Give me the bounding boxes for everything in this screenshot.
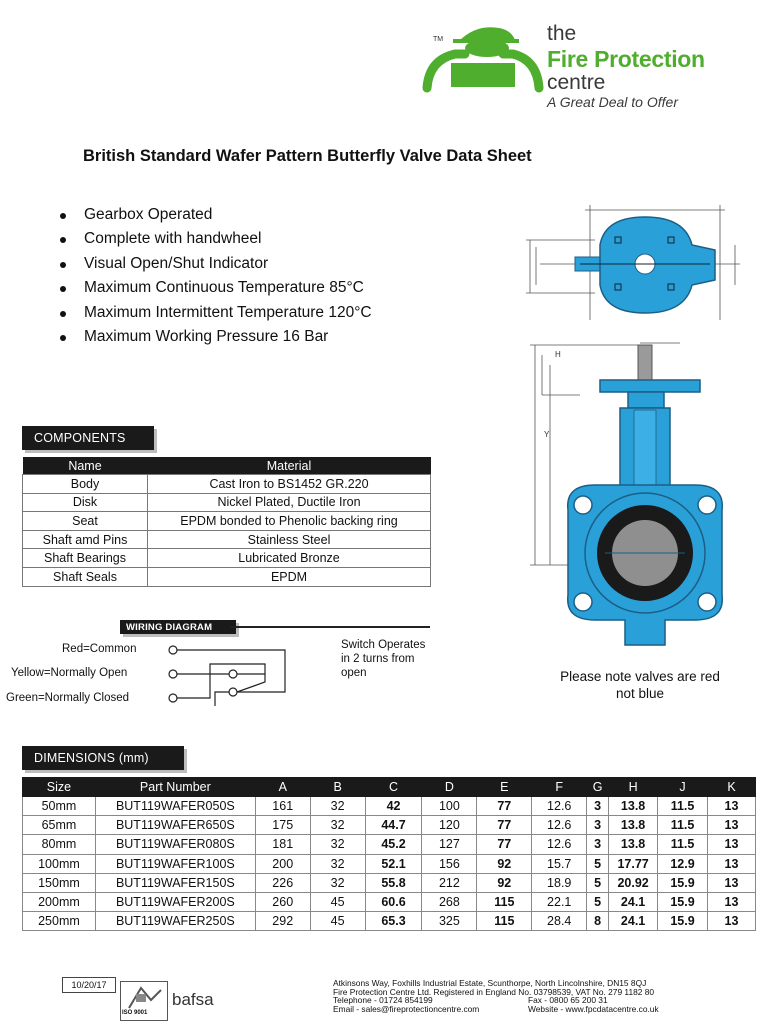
dimension-cell: 77 — [477, 835, 532, 854]
dimension-cell: 13.8 — [609, 835, 658, 854]
feature-item — [60, 227, 372, 251]
feature-text: Visual Open/Shut Indicator — [84, 254, 269, 272]
email-link[interactable]: Email - sales@fireprotectioncentre.com — [333, 1004, 480, 1015]
dimension-cell: 212 — [422, 873, 477, 892]
dimension-cell: BUT119WAFER250S — [95, 912, 255, 931]
dimension-cell: 24.1 — [609, 912, 658, 931]
dimension-cell: 181 — [255, 835, 310, 854]
dimension-cell: 100 — [422, 797, 477, 816]
company-contact-block — [333, 979, 659, 1014]
feature-item — [60, 276, 372, 300]
table-row — [23, 873, 756, 892]
table-row — [23, 475, 431, 494]
component-name: Shaft Bearings — [23, 549, 148, 568]
column-header: C — [365, 778, 422, 797]
dimension-cell: 32 — [310, 797, 365, 816]
dim-label-h: H — [555, 350, 561, 359]
column-header: G — [587, 778, 609, 797]
dimension-cell: 18.9 — [532, 873, 587, 892]
column-header: A — [255, 778, 310, 797]
table-row — [23, 493, 431, 512]
feature-text: Maximum Intermittent Temperature 120°C — [84, 303, 372, 321]
dimension-cell: 127 — [422, 835, 477, 854]
dimension-cell: 5 — [587, 854, 609, 873]
dimension-cell: 161 — [255, 797, 310, 816]
component-material: Cast Iron to BS1452 GR.220 — [148, 475, 431, 494]
dimension-cell: 44.7 — [365, 816, 422, 835]
component-material: Lubricated Bronze — [148, 549, 431, 568]
dimension-cell: 65mm — [23, 816, 96, 835]
column-header: Part Number — [95, 778, 255, 797]
table-row — [23, 892, 756, 911]
company-logo — [415, 18, 755, 113]
dimension-cell: 175 — [255, 816, 310, 835]
feature-text: Gearbox Operated — [84, 206, 213, 223]
column-header: F — [532, 778, 587, 797]
feature-item — [60, 203, 372, 227]
table-row — [23, 797, 756, 816]
dimension-cell: 13 — [708, 873, 756, 892]
logo-text-fire-protection: Fire Protection — [547, 46, 705, 72]
dimension-cell: 28.4 — [532, 912, 587, 931]
dimension-cell: 5 — [587, 873, 609, 892]
dimension-cell: BUT119WAFER200S — [95, 892, 255, 911]
component-name: Body — [23, 475, 148, 494]
table-row — [23, 512, 431, 531]
dimension-cell: 45 — [310, 892, 365, 911]
dimension-cell: 11.5 — [658, 835, 708, 854]
dimension-cell: 24.1 — [609, 892, 658, 911]
logo-figure-icon — [415, 18, 545, 93]
component-name: Shaft Seals — [23, 567, 148, 586]
dimension-cell: 60.6 — [365, 892, 422, 911]
bullet-icon — [60, 213, 66, 219]
dimension-cell: 12.6 — [532, 835, 587, 854]
dimensions-table — [22, 777, 756, 931]
bullet-icon — [60, 335, 66, 341]
column-header: B — [310, 778, 365, 797]
dimension-cell: BUT119WAFER050S — [95, 797, 255, 816]
dimension-cell: BUT119WAFER100S — [95, 854, 255, 873]
table-row — [23, 816, 756, 835]
dimension-cell: 65.3 — [365, 912, 422, 931]
feature-text: Maximum Continuous Temperature 85°C — [84, 279, 364, 297]
wire-label-normally-closed: Green=Normally Closed — [6, 692, 130, 704]
dimension-cell: 226 — [255, 873, 310, 892]
wire-label-common: Red=Common — [62, 643, 137, 655]
feature-item — [60, 301, 372, 325]
dimension-cell: 55.8 — [365, 873, 422, 892]
dimension-cell: 13 — [708, 892, 756, 911]
dimension-cell: 268 — [422, 892, 477, 911]
logo-text-centre: centre — [547, 71, 606, 94]
dimension-cell: 15.9 — [658, 873, 708, 892]
dimension-cell: 325 — [422, 912, 477, 931]
bafsa-logo: bafsa — [172, 990, 214, 1009]
column-header: K — [708, 778, 756, 797]
dimension-cell: 100mm — [23, 854, 96, 873]
switch-wiring-schematic — [165, 640, 295, 710]
dimension-cell: 92 — [477, 854, 532, 873]
dimension-cell: 156 — [422, 854, 477, 873]
dimension-cell: 13 — [708, 854, 756, 873]
dimension-cell: 5 — [587, 892, 609, 911]
dimension-cell: 80mm — [23, 835, 96, 854]
dimension-cell: 13 — [708, 835, 756, 854]
bullet-icon — [60, 286, 66, 292]
table-header-row — [23, 457, 431, 475]
dimension-cell: 45 — [310, 912, 365, 931]
dimension-cell: 200mm — [23, 892, 96, 911]
dimension-cell: 13.8 — [609, 797, 658, 816]
dimension-cell: 45.2 — [365, 835, 422, 854]
valve-side-view-drawing — [520, 335, 745, 655]
bullet-icon — [60, 262, 66, 268]
column-header: Size — [23, 778, 96, 797]
feature-item — [60, 252, 372, 276]
table-row — [23, 549, 431, 568]
dimension-cell: 200 — [255, 854, 310, 873]
trademark-mark: TM — [433, 36, 444, 43]
dimension-cell: 20.92 — [609, 873, 658, 892]
component-name: Disk — [23, 493, 148, 512]
fax: Fax - 0800 65 200 31 — [528, 995, 608, 1006]
column-header: H — [609, 778, 658, 797]
dimension-cell: 260 — [255, 892, 310, 911]
dimension-cell: 115 — [477, 912, 532, 931]
document-date: 10/20/17 — [62, 977, 116, 993]
logo-tagline: A Great Deal to Offer — [547, 94, 678, 110]
dimension-cell: 12.6 — [532, 816, 587, 835]
switch-operation-note: Switch Operates in 2 turns from open — [341, 639, 426, 679]
components-heading: COMPONENTS — [22, 426, 154, 450]
valve-color-note: Please note valves are red not blue — [560, 669, 720, 701]
iso-badge-icon — [121, 982, 167, 1012]
column-header: D — [422, 778, 477, 797]
telephone: Telephone - 01724 854199 — [333, 995, 433, 1006]
dimension-cell: 13 — [708, 797, 756, 816]
email-web-row — [333, 1005, 659, 1014]
dimension-cell: 11.5 — [658, 816, 708, 835]
valve-top-view-drawing — [520, 205, 745, 325]
dimension-cell: 32 — [310, 816, 365, 835]
dimension-cell: 15.7 — [532, 854, 587, 873]
address-line: Atkinsons Way, Foxhills Industrial Estate, Scunthorpe, North Lincolnshire, DN15 8QJ — [333, 978, 647, 988]
dimension-cell: 32 — [310, 835, 365, 854]
column-header: E — [477, 778, 532, 797]
feature-text: Maximum Working Pressure 16 Bar — [84, 327, 329, 345]
column-header: J — [658, 778, 708, 797]
table-row — [23, 835, 756, 854]
dimension-cell: 292 — [255, 912, 310, 931]
dimensions-heading: DIMENSIONS (mm) — [22, 746, 184, 770]
dimension-cell: 15.9 — [658, 892, 708, 911]
dim-label-y: Y — [544, 430, 550, 439]
components-table — [22, 457, 431, 587]
dimension-cell: 92 — [477, 873, 532, 892]
dimension-cell: 22.1 — [532, 892, 587, 911]
dimension-cell: BUT119WAFER650S — [95, 816, 255, 835]
dimension-cell: 12.9 — [658, 854, 708, 873]
dimension-cell: 13 — [708, 816, 756, 835]
dimension-cell: BUT119WAFER080S — [95, 835, 255, 854]
table-row — [23, 530, 431, 549]
wiring-diagram-heading: WIRING DIAGRAM — [120, 620, 236, 634]
website-link[interactable]: Website - www.fpcdatacentre.co.uk — [528, 1004, 659, 1015]
component-material: EPDM — [148, 567, 431, 586]
dimension-cell: 77 — [477, 816, 532, 835]
dimension-cell: 3 — [587, 835, 609, 854]
dimension-cell: 250mm — [23, 912, 96, 931]
dimension-cell: 50mm — [23, 797, 96, 816]
dimension-cell: 52.1 — [365, 854, 422, 873]
iso-label: ISO 9001 — [122, 1010, 148, 1016]
dimension-cell: 150mm — [23, 873, 96, 892]
dimension-cell: 3 — [587, 797, 609, 816]
dimension-cell: 17.77 — [609, 854, 658, 873]
component-name: Shaft amd Pins — [23, 530, 148, 549]
feature-item — [60, 325, 372, 349]
feature-list — [60, 203, 372, 349]
column-header: Material — [148, 457, 431, 475]
dimension-cell: 11.5 — [658, 797, 708, 816]
feature-text: Complete with handwheel — [84, 230, 262, 248]
column-header: Name — [23, 457, 148, 475]
dimension-cell: BUT119WAFER150S — [95, 873, 255, 892]
dimension-cell: 15.9 — [658, 912, 708, 931]
component-name: Seat — [23, 512, 148, 531]
dimension-cell: 32 — [310, 854, 365, 873]
table-row — [23, 912, 756, 931]
logo-text-the: the — [547, 22, 577, 45]
registration-line: Fire Protection Centre Ltd. Registered in England No. 03798539, VAT No. 279 1182 80 — [333, 986, 655, 997]
heading-rule — [230, 626, 430, 628]
dimension-cell: 120 — [422, 816, 477, 835]
table-header-row — [23, 778, 756, 797]
wire-label-normally-open: Yellow=Normally Open — [11, 667, 128, 679]
page-title: British Standard Wafer Pattern Butterfly Valve Data Sheet — [83, 147, 532, 165]
dimension-cell: 8 — [587, 912, 609, 931]
component-material: EPDM bonded to Phenolic backing ring — [148, 512, 431, 531]
dimension-cell: 13 — [708, 912, 756, 931]
dimension-cell: 12.6 — [532, 797, 587, 816]
component-material: Nickel Plated, Ductile Iron — [148, 493, 431, 512]
table-row — [23, 567, 431, 586]
dimension-cell: 42 — [365, 797, 422, 816]
table-row — [23, 854, 756, 873]
bullet-icon — [60, 311, 66, 317]
dimension-cell: 13.8 — [609, 816, 658, 835]
dimension-cell: 115 — [477, 892, 532, 911]
component-material: Stainless Steel — [148, 530, 431, 549]
dimension-cell: 77 — [477, 797, 532, 816]
dimension-cell: 32 — [310, 873, 365, 892]
dimension-cell: 3 — [587, 816, 609, 835]
bullet-icon — [60, 237, 66, 243]
